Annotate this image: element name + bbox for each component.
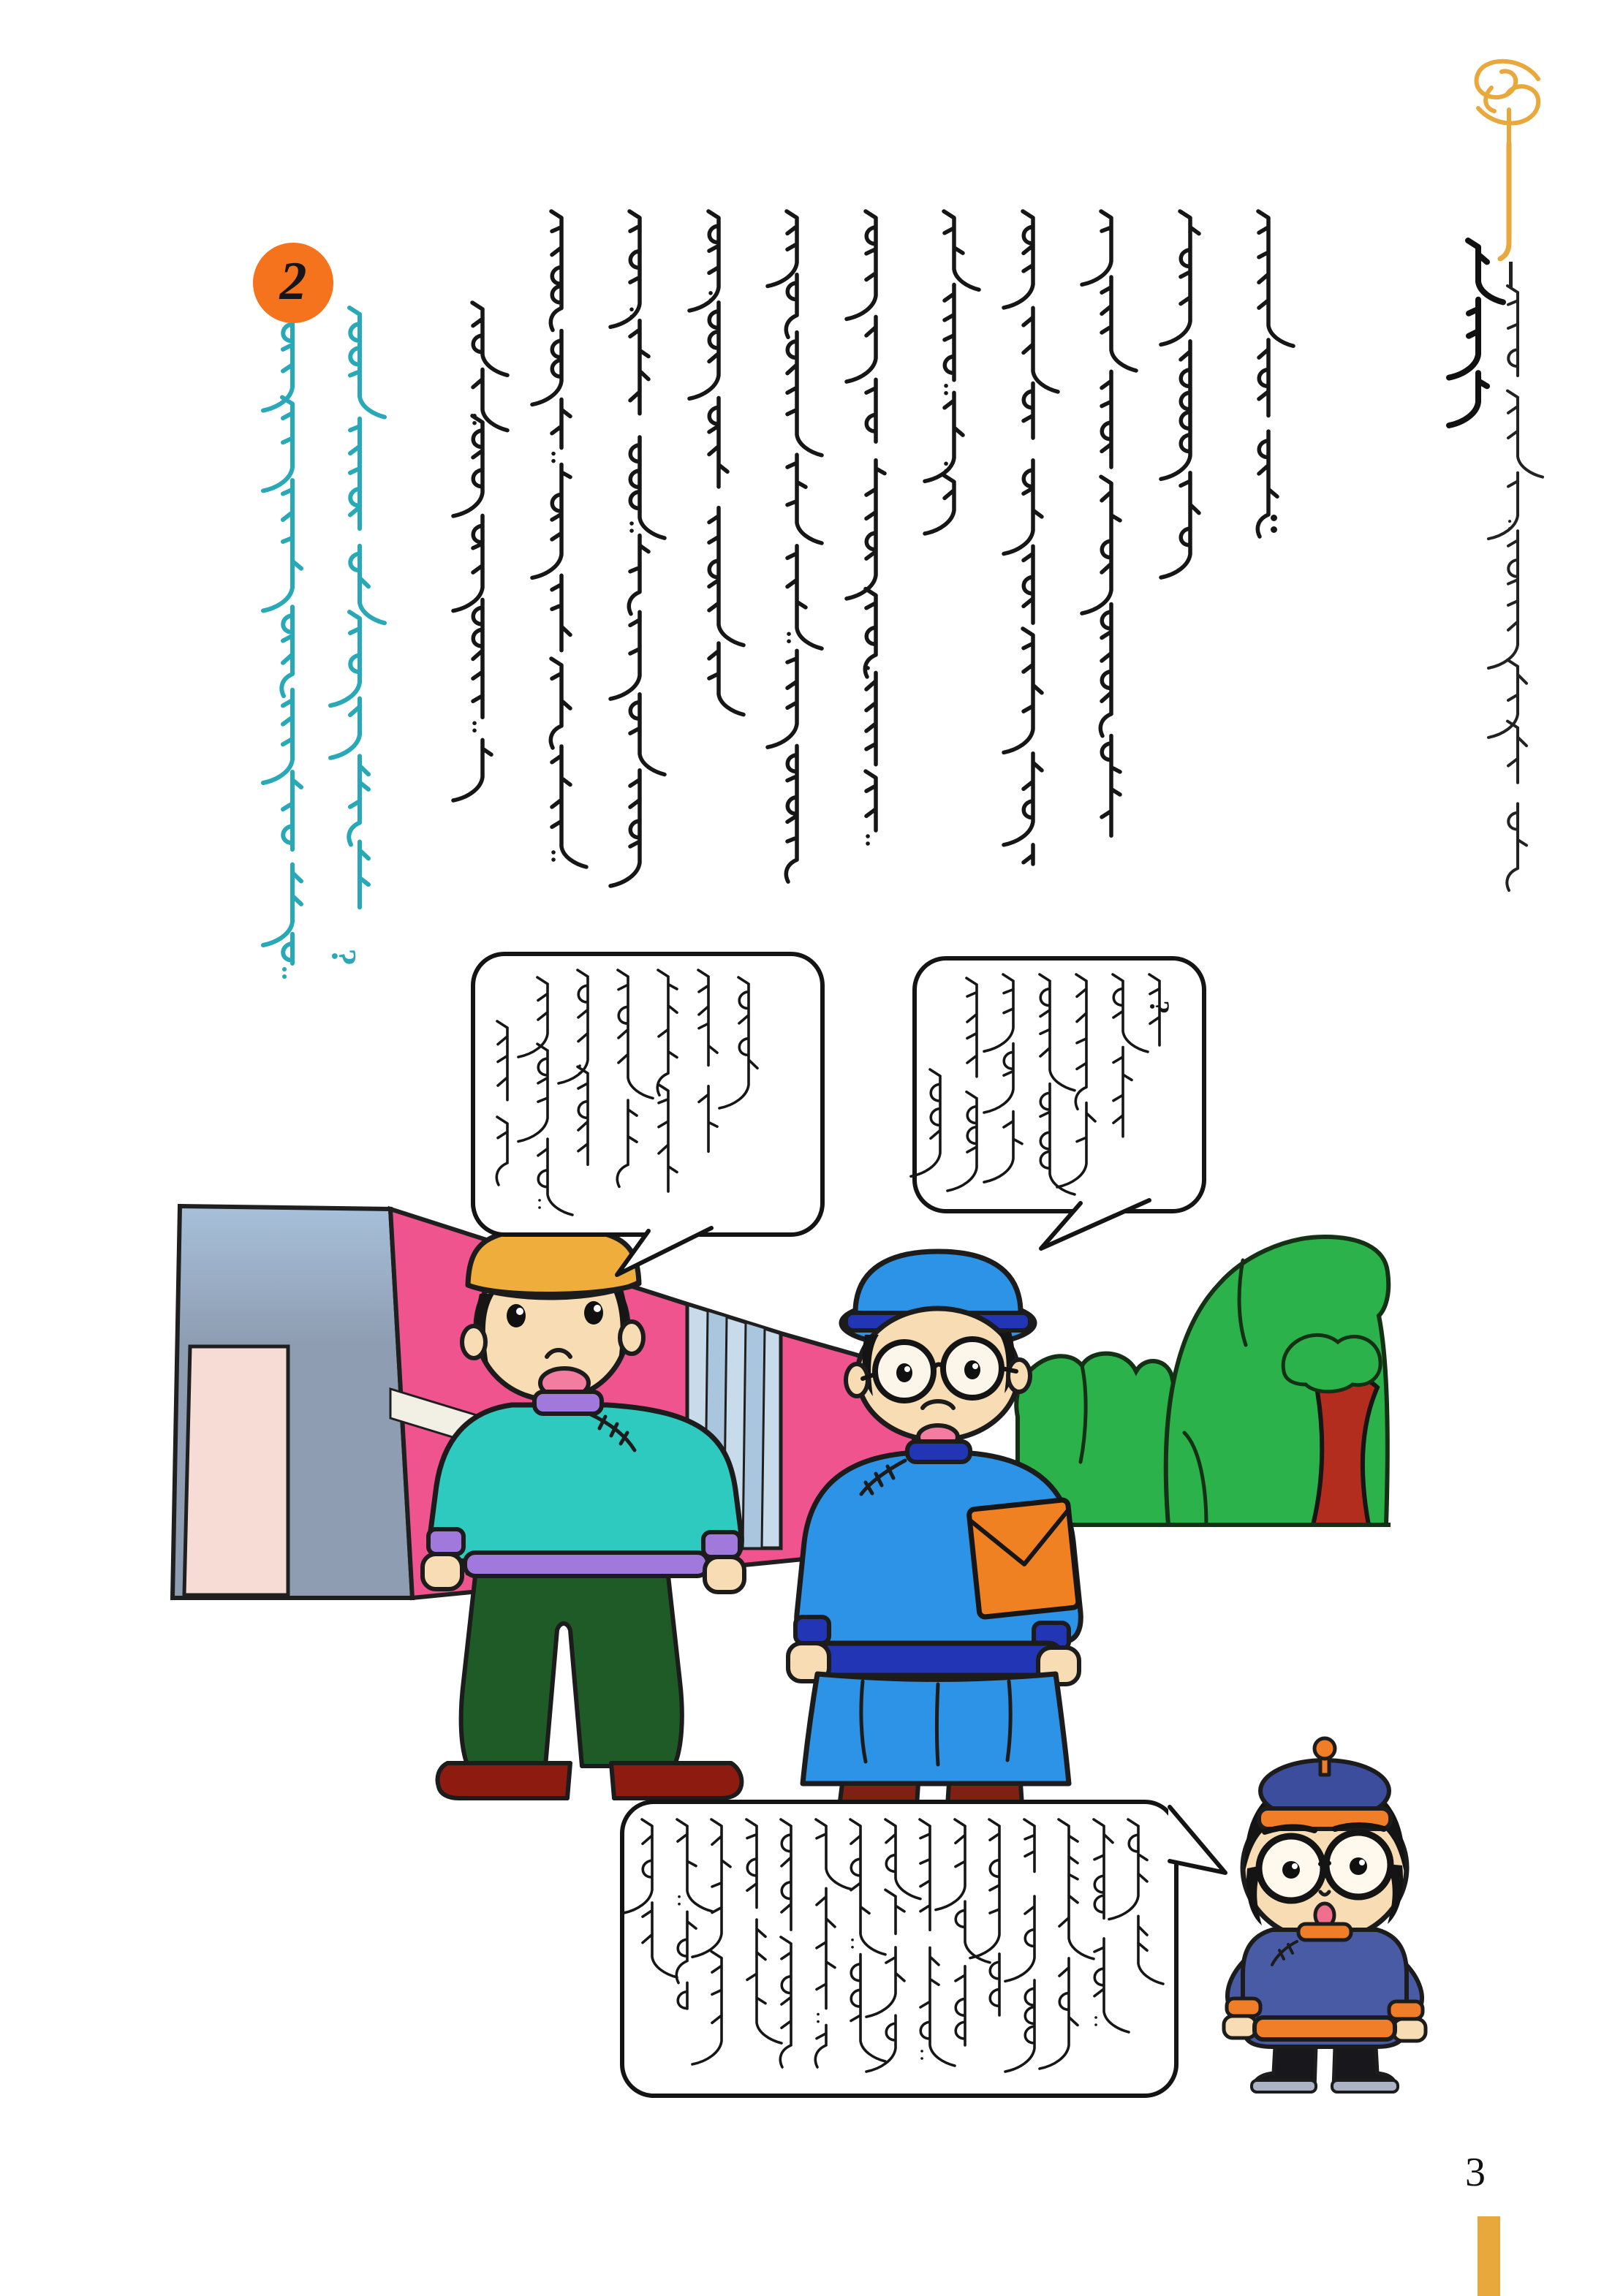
page-edge-gold-bar [1478, 2216, 1500, 2296]
bubble-bottom-text-column [1096, 1814, 1172, 2003]
bubble-left-text-column [706, 972, 782, 1124]
unit-subtitle-column [1475, 281, 1551, 908]
exercise-number-badge [253, 243, 333, 323]
body-text-column [1148, 206, 1224, 594]
header-dash [1509, 262, 1513, 288]
body-text-column [440, 298, 516, 817]
exercise-number: 2 [279, 251, 307, 311]
body-text-column [754, 206, 831, 905]
body-text-column [833, 206, 909, 879]
body-text-column [676, 206, 752, 754]
body-text-column [1069, 206, 1145, 901]
body-text-column [519, 206, 595, 886]
body-text-column [912, 206, 988, 550]
punctuation-dot [1271, 515, 1277, 521]
body-text-column [991, 206, 1067, 903]
question-text-column [250, 303, 326, 1003]
punctuation-dot [1271, 526, 1277, 533]
page-number: 3 [1465, 2150, 1486, 2195]
question-text-column [317, 303, 393, 975]
bubble-right-question-mark: ? [1143, 1000, 1175, 1015]
bubble-right-text-column [1117, 969, 1193, 1085]
question-question-mark: ? [324, 948, 363, 966]
body-text-column [1226, 206, 1302, 554]
body-text-column [597, 206, 673, 902]
